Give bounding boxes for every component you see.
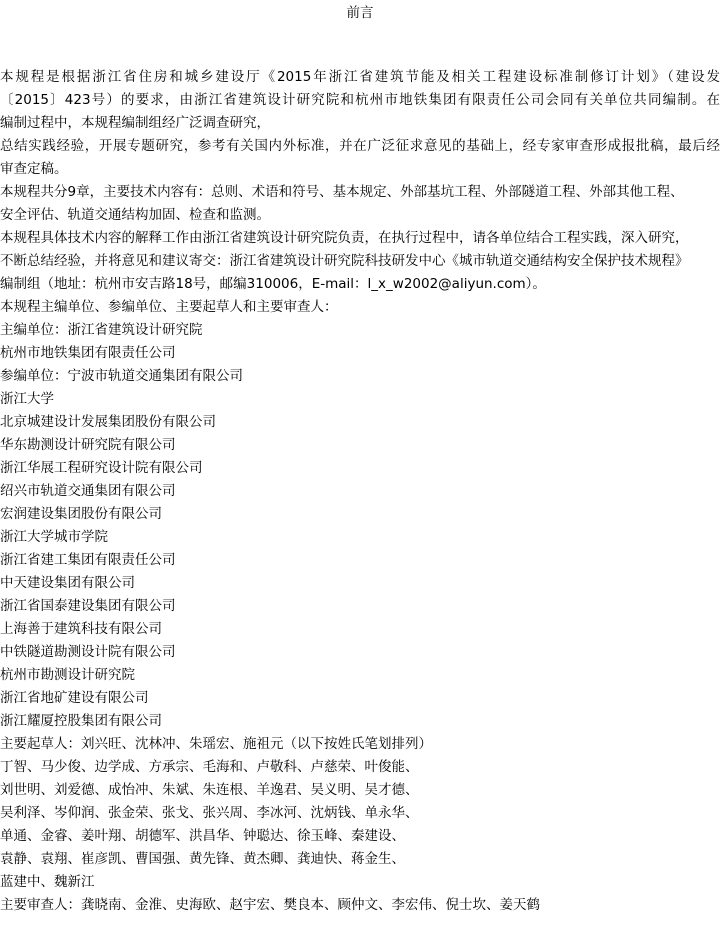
list-item: 蓝建中、魏新江 bbox=[0, 874, 95, 890]
list-item: 绍兴市轨道交通集团有限公司 bbox=[0, 483, 176, 499]
list-item: 主要审查人：龚晓南、金淮、史海欧、赵宇宏、樊良本、顾仲文、李宏伟、倪士坎、姜天鹤 bbox=[0, 897, 540, 913]
paragraph-line: 审查定稿。 bbox=[0, 161, 68, 177]
paragraph-line: 本规程是根据浙江省住房和城乡建设厅《2015年浙江省建筑节能及相关工程建设标准制修订计划》（建设发 bbox=[0, 69, 720, 85]
list-item: 华东勘测设计研究院有限公司 bbox=[0, 437, 176, 453]
list-item: 浙江省地矿建设有限公司 bbox=[0, 690, 149, 706]
paragraph-line: 〔2015〕423号）的要求，由浙江省建筑设计研究院和杭州市地铁集团有限责任公司会同有关单位共同编制。在 bbox=[0, 92, 720, 108]
list-item: 单通、金睿、姜叶翔、胡德军、洪昌华、钟聪达、徐玉峰、秦建设、 bbox=[0, 828, 405, 844]
document-body bbox=[0, 66, 720, 917]
list-item: 丁智、马少俊、边学成、方承宗、毛海和、卢敬科、卢慈荣、叶俊能、 bbox=[0, 759, 419, 775]
list-item: 浙江耀厦控股集团有限公司 bbox=[0, 713, 162, 729]
list-item: 浙江大学 bbox=[0, 391, 54, 407]
paragraph-line: 编制过程中，本规程编制组经广泛调查研究， bbox=[0, 115, 270, 131]
list-item: 参编单位：宁波市轨道交通集团有限公司 bbox=[0, 368, 243, 384]
list-item: 刘世明、刘爱德、成怡冲、朱斌、朱连根、羊逸君、吴义明、吴才德、 bbox=[0, 782, 419, 798]
paragraph-line: 本规程具体技术内容的解释工作由浙江省建筑设计研究院负责，在执行过程中，请各单位结合工程实践，深入研究， bbox=[0, 230, 689, 246]
list-item: 主编单位：浙江省建筑设计研究院 bbox=[0, 322, 203, 338]
list-item: 浙江华展工程研究设计院有限公司 bbox=[0, 460, 203, 476]
paragraph-line: 安全评估、轨道交通结构加固、检查和监测。 bbox=[0, 207, 270, 223]
paragraph-line: 不断总结经验，并将意见和建议寄交：浙江省建筑设计研究院科技研发中心《城市轨道交通结构安全保护技术规程》 bbox=[0, 253, 689, 269]
paragraph-line: 编制组（地址：杭州市安吉路18号，邮编310006，E-mail：l_x_w2002@aliyun.com）。 bbox=[0, 276, 546, 292]
list-item: 主要起草人：刘兴旺、沈林冲、朱瑶宏、施祖元（以下按姓氏笔划排列） bbox=[0, 736, 432, 752]
list-item: 浙江大学城市学院 bbox=[0, 529, 108, 545]
list-item: 杭州市勘测设计研究院 bbox=[0, 667, 135, 683]
list-item: 北京城建设计发展集团股份有限公司 bbox=[0, 414, 216, 430]
document-title: 前言 bbox=[346, 5, 374, 21]
list-item: 宏润建设集团股份有限公司 bbox=[0, 506, 162, 522]
list-item: 袁静、袁翔、崔彦凯、曹国强、黄先锋、黄杰卿、龚迪快、蒋金生、 bbox=[0, 851, 405, 867]
paragraph-line: 本规程共分9章，主要技术内容有：总则、术语和符号、基本规定、外部基坑工程、外部隧道工程、外部其他工程、 bbox=[0, 184, 684, 200]
paragraph-line: 总结实践经验，开展专题研究，参考有关国内外标准，并在广泛征求意见的基础上，经专家审查形成报批稿，最后经 bbox=[0, 138, 720, 154]
list-item: 吴利泽、岑仰润、张金荣、张戈、张兴周、李冰河、沈炳钱、单永华、 bbox=[0, 805, 419, 821]
list-item: 中铁隧道勘测设计院有限公司 bbox=[0, 644, 176, 660]
list-item: 浙江省建工集团有限责任公司 bbox=[0, 552, 176, 568]
paragraph-line: 本规程主编单位、参编单位、主要起草人和主要审查人： bbox=[0, 299, 338, 315]
list-item: 杭州市地铁集团有限责任公司 bbox=[0, 345, 176, 361]
list-item: 中天建设集团有限公司 bbox=[0, 575, 135, 591]
list-item: 上海善于建筑科技有限公司 bbox=[0, 621, 162, 637]
list-item: 浙江省国泰建设集团有限公司 bbox=[0, 598, 176, 614]
